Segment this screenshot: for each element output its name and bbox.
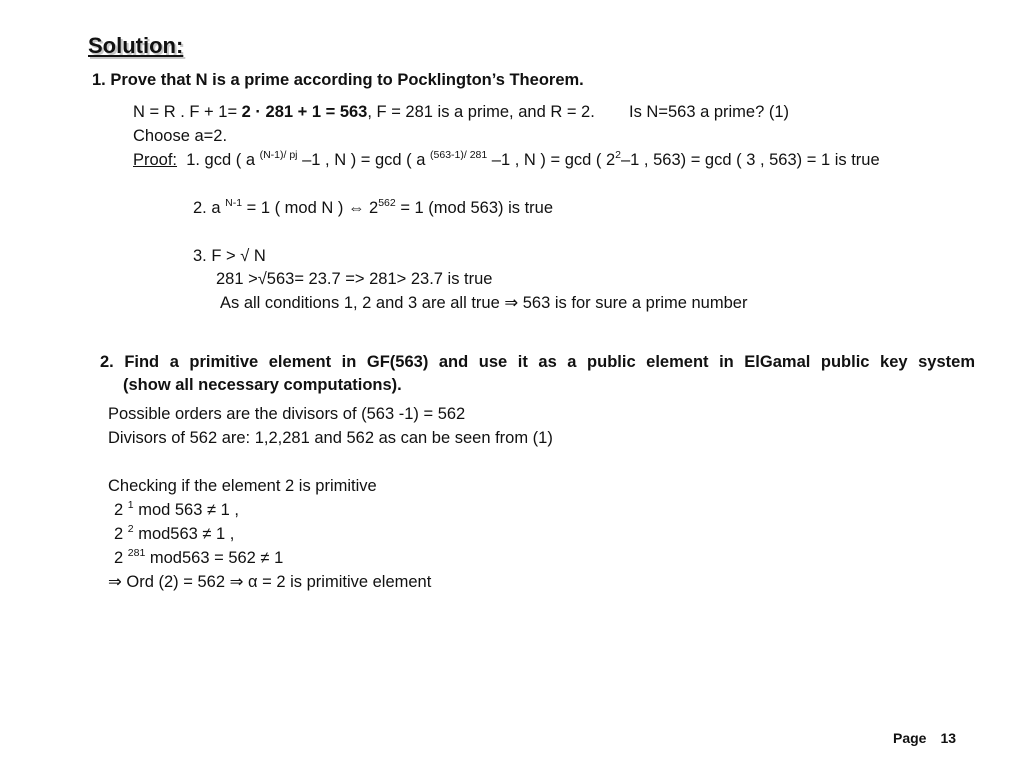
cond2-a: 2. a	[193, 199, 226, 217]
cond2-b: = 1 ( mod N )	[242, 199, 348, 217]
page-number: 13	[940, 730, 957, 746]
c3-sup: 281	[127, 547, 146, 559]
proof-line-1	[133, 150, 880, 170]
c2-base: 2	[114, 525, 128, 543]
n-eq-rest: , F = 281 is a prime, and R = 2.	[367, 103, 595, 121]
proof-sup-3: 2	[615, 149, 621, 161]
cond2-sup-1: N-1	[225, 197, 243, 209]
conclusion-b: 563 is for sure a prime number	[518, 294, 748, 312]
proof-text-d: –1 , 563) = gcd ( 3 , 563) = 1 is true	[621, 151, 880, 169]
cond2-c: 2	[364, 199, 379, 217]
check-2-pow-1	[114, 500, 239, 520]
q1-heading: 1. Prove that N is a prime according to Pocklington’s Theorem.	[92, 71, 584, 89]
possible-orders: Possible orders are the divisors of (563 -1) = 562	[108, 405, 466, 423]
c1-base: 2	[114, 501, 128, 519]
implies-arrow-icon: ⇒	[229, 573, 244, 591]
proof-sup-1: (N-1)/ pj	[259, 149, 298, 161]
implies-arrow-icon: ⇒	[504, 294, 519, 312]
conclusion-line	[220, 293, 747, 313]
check-2-pow-2	[114, 524, 234, 544]
cond2-d: = 1 (mod 563) is true	[395, 199, 554, 217]
c1-sup: 1	[127, 499, 134, 511]
c3-base: 2	[114, 549, 128, 567]
page-footer	[893, 730, 956, 746]
c3-rest: mod563 = 562 ≠ 1	[145, 549, 284, 567]
q1-line-n-equation	[133, 102, 595, 122]
divisors-line: Divisors of 562 are: 1,2,281 and 562 as can be seen from (1)	[108, 429, 553, 447]
proof-label: Proof:	[133, 151, 178, 169]
condition-3: 3. F > √ N	[193, 247, 266, 265]
iff-arrow-icon: ⇔	[347, 199, 365, 217]
checking-line: Checking if the element 2 is primitive	[108, 477, 377, 495]
condition-2	[193, 198, 553, 218]
ord-text: Ord (2) = 562	[121, 573, 230, 591]
condition-3-check: 281 >√563= 23.7 => 281> 23.7 is true	[216, 270, 493, 288]
proof-sup-2: (563-1)/ 281	[430, 149, 488, 161]
primitive-text: α = 2 is primitive element	[243, 573, 432, 591]
c2-sup: 2	[127, 523, 134, 535]
proof-text-c: –1 , N ) = gcd ( 2	[487, 151, 616, 169]
q2-heading-line-2: (show all necessary computations).	[123, 376, 402, 394]
proof-text-b: –1 , N ) = gcd ( a	[297, 151, 431, 169]
q1-question: Is N=563 a prime? (1)	[629, 103, 790, 121]
implies-arrow-icon: ⇒	[108, 573, 122, 591]
c1-rest: mod 563 ≠ 1 ,	[133, 501, 239, 519]
c2-rest: mod563 ≠ 1 ,	[133, 525, 235, 543]
cond2-sup-2: 562	[378, 197, 396, 209]
solution-title: Solution:	[88, 33, 184, 58]
conclusion-a: As all conditions 1, 2 and 3 are all true	[220, 294, 505, 312]
order-conclusion	[108, 572, 431, 592]
n-eq-bold: 2 · 281 + 1 = 563	[241, 103, 368, 121]
proof-text-a: 1. gcd ( a	[186, 151, 260, 169]
q2-heading	[100, 350, 975, 374]
choose-a: Choose a=2.	[133, 127, 228, 145]
check-2-pow-281	[114, 548, 283, 568]
n-eq-text: N = R . F + 1=	[133, 103, 242, 121]
page-label: Page	[893, 730, 927, 746]
q2-heading-line-1: 2. Find a primitive element in GF(563) and use it as a public element in ElGamal public key system	[100, 353, 975, 371]
